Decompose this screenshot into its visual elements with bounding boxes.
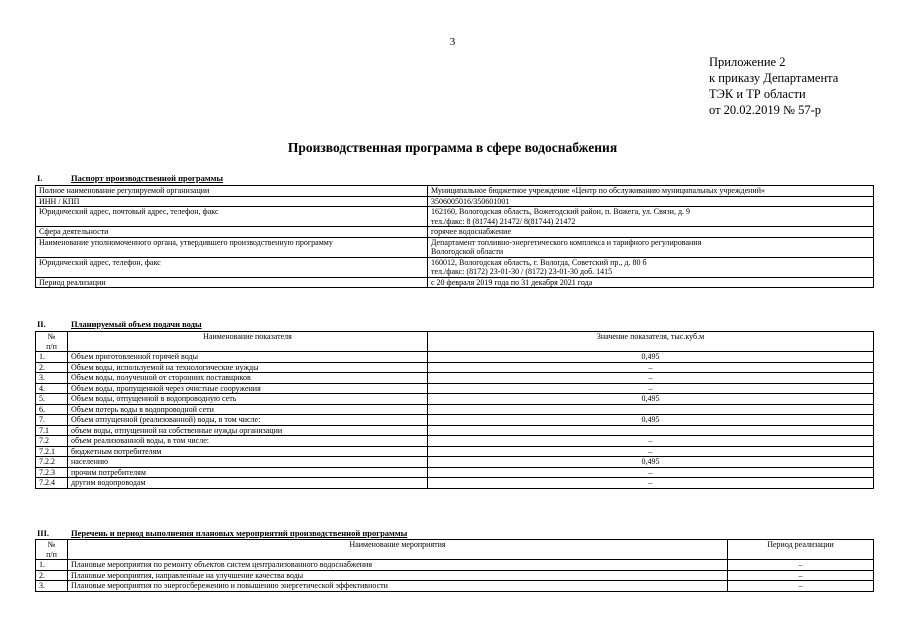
section-3-heading (37, 528, 407, 538)
indicator-name: Объем потерь воды в водопроводной сети (68, 404, 428, 415)
table-row (36, 425, 874, 436)
row-number: 1. (36, 560, 68, 571)
table-row (36, 277, 874, 288)
passport-value (428, 207, 874, 227)
section-2-number: II. (37, 319, 46, 329)
header-number: № п/п (36, 332, 68, 352)
indicator-value: – (428, 373, 874, 384)
indicator-name: Объем приготовленной горячей воды (68, 352, 428, 363)
passport-value-line: Муниципальное бюджетное учреждение «Центр по обслуживанию муниципальных учреждений» (431, 186, 765, 195)
section-1-title: Паспорт производственной программы (71, 173, 224, 183)
indicator-name: бюджетным потребителям (68, 446, 428, 457)
table-row (36, 570, 874, 581)
header-indicator-name: Наименование показателя (68, 332, 428, 352)
indicator-value (428, 425, 874, 436)
row-number: 7.2.4 (36, 478, 68, 489)
table-row (36, 196, 874, 207)
passport-value-line: горячее водоснабжение (431, 227, 511, 236)
row-number: 6. (36, 404, 68, 415)
row-number: 7. (36, 415, 68, 426)
measure-period: – (728, 570, 874, 581)
table-row (36, 237, 874, 257)
table-row (36, 457, 874, 468)
passport-value-line: Вологодской области (431, 247, 504, 256)
indicator-name: объем реализованной воды, в том числе: (68, 436, 428, 447)
measure-period: – (728, 560, 874, 571)
row-number: 1. (36, 352, 68, 363)
table-row (36, 227, 874, 238)
indicator-name: Объем воды, отпущенной в водопроводную сеть (68, 394, 428, 405)
row-number: 2. (36, 570, 68, 581)
passport-label: Наименование уполномоченного органа, утвердившего производственную программу (36, 237, 428, 257)
indicator-name: населению (68, 457, 428, 468)
appendix-block (709, 54, 838, 118)
section-2-title: Планируемый объем подачи воды (71, 319, 202, 329)
indicator-value: – (428, 362, 874, 373)
passport-value (428, 257, 874, 277)
indicator-value: – (428, 436, 874, 447)
table-row (36, 415, 874, 426)
indicator-value: 0,495 (428, 415, 874, 426)
section-1-number: I. (37, 173, 43, 183)
measures-table (35, 539, 874, 592)
row-number: 2. (36, 362, 68, 373)
passport-value-line: тел./факс: (8172) 23-01-30 / (8172) 23-01-30 доб. 1415 (431, 267, 613, 276)
passport-label: ИНН / КПП (36, 196, 428, 207)
row-number: 3. (36, 581, 68, 592)
passport-label: Юридический адрес, телефон, факс (36, 257, 428, 277)
indicator-value: – (428, 446, 874, 457)
section-1-heading (37, 173, 223, 183)
appendix-line-4: от 20.02.2019 № 57-р (709, 103, 822, 117)
row-number: 5. (36, 394, 68, 405)
passport-label: Полное наименование регулируемой организации (36, 186, 428, 197)
passport-value (428, 237, 874, 257)
section-3-title: Перечень и период выполнения плановых мероприятий производственной программы (71, 528, 408, 538)
indicator-name: другим водопроводам (68, 478, 428, 489)
row-number: 7.2.3 (36, 467, 68, 478)
measure-name: Плановые мероприятия по энергосбережению и повышению энергетической эффективности (68, 581, 728, 592)
passport-value-line: 160012, Вологодская область, г. Вологда, Советский пр., д. 80 б (431, 257, 647, 267)
indicator-value (428, 404, 874, 415)
header-indicator-value: Значение показателя, тыс.куб.м (428, 332, 874, 352)
header-measure-name: Наименование мероприятия (68, 540, 728, 560)
appendix-line-2: к приказу Департамента (709, 71, 839, 85)
table-row (36, 581, 874, 592)
document-title: Производственная программа в сфере водоснабжения (287, 140, 618, 155)
section-2-heading (37, 319, 202, 329)
passport-label: Юридический адрес, почтовый адрес, телефон, факс (36, 207, 428, 227)
indicator-value: – (428, 383, 874, 394)
indicator-value: – (428, 478, 874, 489)
passport-value-line: 162160, Вологодская область, Вожегодский район, п. Вожега, ул. Связи, д. 9 (431, 207, 691, 216)
passport-value (428, 277, 874, 288)
row-number: 7.1 (36, 425, 68, 436)
passport-value-line: тел./факс: 8 (81744) 21472/ 8(81744) 21472 (431, 216, 576, 226)
section-3-number: III. (37, 528, 50, 538)
table-row (36, 186, 874, 197)
appendix-line-3: ТЭК и ТР области (709, 87, 806, 101)
table-header-row (36, 332, 874, 352)
indicator-value: 0,495 (428, 394, 874, 405)
indicator-name: объем воды, отпущенной на собственные нужды организации (68, 425, 428, 436)
table-header-row (36, 540, 874, 560)
measure-period: – (728, 581, 874, 592)
row-number: 3. (36, 373, 68, 384)
table-row (36, 436, 874, 447)
table-row (36, 446, 874, 457)
passport-value (428, 227, 874, 238)
table-row (36, 257, 874, 277)
table-row (36, 207, 874, 227)
table-row (36, 404, 874, 415)
passport-label: Сфера деятельности (36, 227, 428, 238)
table-row (36, 394, 874, 405)
table-row (36, 478, 874, 489)
indicator-name: Объем воды, пропущенной через очистные сооружения (68, 383, 428, 394)
passport-value-line: с 20 февраля 2019 года по 31 декабря 2021 года (431, 277, 593, 287)
passport-value (428, 196, 874, 207)
table-row (36, 560, 874, 571)
row-number: 4. (36, 383, 68, 394)
passport-table (35, 185, 874, 288)
measure-name: Плановые мероприятия по ремонту объектов систем централизованного водоснабжения (68, 560, 728, 571)
row-number: 7.2.2 (36, 457, 68, 468)
indicator-value: – (428, 467, 874, 478)
indicator-value: 0,495 (428, 457, 874, 468)
table-row (36, 467, 874, 478)
indicator-name: Объем воды, полученной от сторонних поставщиков (68, 373, 428, 384)
indicator-name: Объем воды, используемой на технологические нужды (68, 362, 428, 373)
passport-value-line: Департамент топливно-энергетического комплекса и тарифного регулирования (431, 237, 702, 247)
passport-label: Период реализации (36, 277, 428, 288)
page-number: 3 (449, 36, 456, 48)
indicator-value: 0,495 (428, 352, 874, 363)
passport-value (428, 186, 874, 197)
table-row (36, 362, 874, 373)
table-row (36, 383, 874, 394)
measure-name: Плановые мероприятия, направленные на улучшение качества воды (68, 570, 728, 581)
header-number: № п/п (36, 540, 68, 560)
indicator-name: Объем отпущенной (реализованной) воды, в том числе: (68, 415, 428, 426)
appendix-line-1: Приложение 2 (709, 55, 786, 69)
header-period: Период реализации (728, 540, 874, 560)
row-number: 7.2 (36, 436, 68, 447)
water-volume-table (35, 331, 874, 489)
table-row (36, 373, 874, 384)
row-number: 7.2.1 (36, 446, 68, 457)
indicator-name: прочим потребителям (68, 467, 428, 478)
table-row (36, 352, 874, 363)
passport-value-line: 3506005016/350601001 (431, 196, 510, 206)
